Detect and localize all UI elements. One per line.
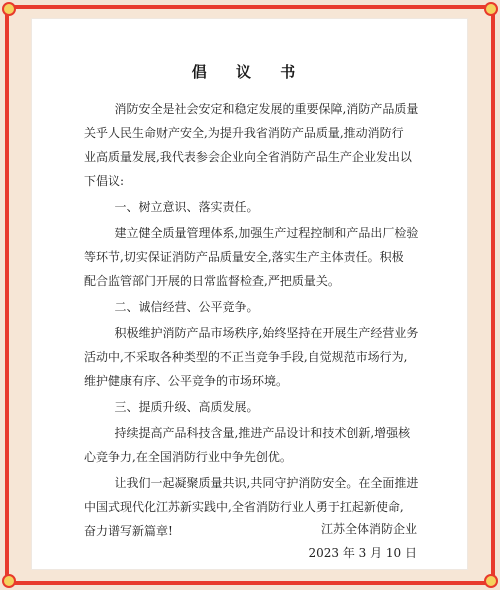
- paragraph-three: 持续提高产品科技含量,推进产品设计和技术创新,增强核 心竞争力,在全国消防行业中争先创优。: [84, 426, 411, 464]
- corner-ornament-icon: [2, 574, 16, 588]
- corner-ornament-icon: [2, 2, 16, 16]
- corner-ornament-icon: [484, 574, 498, 588]
- heading-two: 二、诚信经营、公平竞争。: [84, 300, 259, 314]
- document-title: 倡 议 书: [191, 63, 308, 81]
- heading-three: 三、提质升级、高质发展。: [84, 400, 259, 414]
- intro-paragraph: 消防安全是社会安定和稳定发展的重要保障,消防产品质量 关乎人民生命财产安全,为提升我省消防产品质量,推动消防行 业高质量发展,我代表参会企业向全省消防产品生产企业发出以 下倡议:: [84, 102, 419, 188]
- document-paper: [31, 18, 468, 570]
- paragraph-one: 建立健全质量管理体系,加强生产过程控制和产品出厂检验 等环节,切实保证消防产品质量安全,落实生产主体责任。积极 配合监管部门开展的日常监督检查,严把质量关。: [84, 226, 419, 288]
- heading-one: 一、树立意识、落实责任。: [84, 200, 259, 214]
- signature-date: 2023 年 3 月 10 日: [308, 546, 417, 560]
- signature-organization: 江苏全体消防企业: [320, 522, 417, 536]
- corner-ornament-icon: [484, 2, 498, 16]
- closing-paragraph: 让我们一起凝聚质量共识,共同守护消防安全。在全面推进 中国式现代化江苏新实践中,全省消防行业人勇于扛起新使命, 奋力谱写新篇章!: [84, 476, 419, 538]
- paragraph-two: 积极维护消防产品市场秩序,始终坚持在开展生产经营业务 活动中,不采取各种类型的不正当竞争手段,自觉规范市场行为, 维护健康有序、公平竞争的市场环境。: [84, 326, 419, 388]
